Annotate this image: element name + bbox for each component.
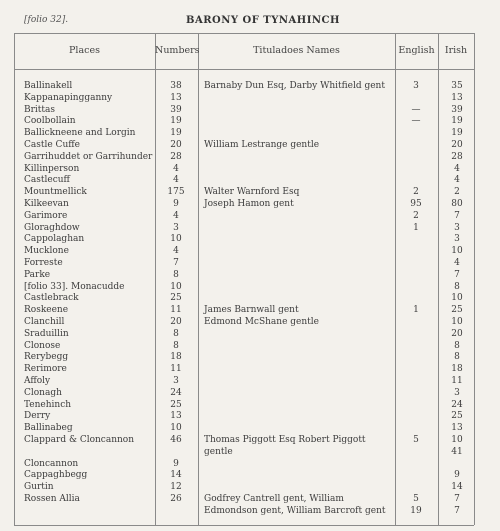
place-cell: Sraduillin [24,328,69,339]
number-cell: 20 [170,140,182,150]
irish-cell: 24 [451,399,463,410]
irish-cell: 39 [451,104,463,115]
table-row [0,163,500,175]
table-row [0,316,500,328]
number-cell: 9 [173,458,179,469]
irish-cell: 10 [451,317,463,327]
irish-cell: 10 [451,293,463,304]
table-row [0,174,500,186]
english-cell: 19 [410,505,422,516]
english-cell: 2 [413,187,419,198]
table-row [0,210,500,222]
table-row [0,233,500,245]
english-cell: — [411,116,421,127]
place-cell: Ballickneene and Lorgin [24,128,136,139]
irish-cell: 4 [454,258,460,268]
irish-cell: 20 [451,140,463,150]
table-row [0,151,500,163]
english-cell: 2 [413,210,419,221]
place-cell: Gurtin [24,482,54,493]
number-cell: 25 [170,293,182,304]
irish-cell: 18 [451,364,463,375]
place-cell: Rerybegg [24,352,69,363]
place-cell: Tenehinch [24,399,72,410]
place-cell: Cappaghbegg [24,470,88,481]
table-row [0,257,500,269]
table-row [0,328,500,340]
number-cell: 7 [173,258,179,268]
table-row [0,446,500,458]
table-row [0,304,500,316]
titulado-cell: James Barnwall gent [204,305,299,316]
table-row [0,139,500,151]
number-cell: 3 [173,222,179,233]
number-cell: 13 [170,411,182,422]
table-row [0,469,500,481]
titulado-cell: Walter Warnford Esq [204,187,300,198]
irish-cell: 9 [454,470,460,481]
number-cell: 11 [170,364,182,375]
titulado-cell: William Lestrange gentle [204,140,320,150]
place-cell: Cloncannon [24,458,79,469]
place-cell: Garimore [24,210,68,221]
irish-cell: 10 [451,246,463,257]
table-row [0,80,500,92]
table-row [0,340,500,352]
number-cell: 26 [170,494,182,504]
place-cell: Derry [24,411,51,422]
titulado-cell: Edmond McShane gentle [204,317,319,327]
irish-cell: 10 [451,435,463,445]
irish-cell: 2 [454,187,460,198]
number-cell: 10 [170,281,182,292]
number-cell: 12 [170,482,182,493]
place-cell: Kilkeevan [24,199,69,209]
number-cell: 25 [170,399,182,410]
table-row [0,410,500,422]
header-bottom-rule [14,69,474,70]
irish-cell: 80 [451,199,463,209]
titulado-cell: Godfrey Cantrell gent, William Edmondson gent, William Barcroft gent [204,494,386,516]
number-cell: 20 [170,317,182,327]
number-cell: 11 [170,305,182,316]
folio-marker: [folio 32]. [24,15,69,25]
english-cell: 3 [413,81,419,91]
number-cell: 18 [170,352,182,363]
table-row [0,92,500,104]
irish-cell: 41 [451,446,463,457]
irish-cell: 19 [451,116,463,127]
irish-cell: 35 [451,81,463,91]
irish-cell: 14 [451,482,463,493]
irish-cell: 25 [451,411,463,422]
table-bottom-rule [14,525,474,526]
number-cell: 38 [170,81,182,91]
titulado-cell: Thomas Piggott Esq Robert Piggott gentle [204,435,366,457]
table-row [0,363,500,375]
english-cell: 5 [413,435,419,445]
number-cell: 4 [173,163,179,174]
english-cell: 5 [413,494,419,504]
number-cell: 8 [173,340,179,351]
irish-cell: 3 [454,387,460,398]
place-cell: Castlecuff [24,175,70,186]
table-row [0,351,500,363]
place-cell: Clonagh [24,387,62,398]
table-row [0,269,500,281]
page-title: BARONY OF TYNAHINCH [186,15,340,26]
place-cell: Castle Cuffe [24,140,80,150]
number-cell: 8 [173,269,179,280]
place-cell: Clonose [24,340,61,351]
number-cell: 3 [173,376,179,386]
place-cell: Killinperson [24,163,80,174]
place-cell: Ballinakell [24,81,73,91]
table-row [0,387,500,399]
table-row [0,375,500,387]
irish-cell: 25 [451,305,463,316]
table-row [0,458,500,470]
irish-cell: 7 [454,269,460,280]
irish-cell: 4 [454,163,460,174]
irish-cell: 7 [454,210,460,221]
number-cell: 24 [170,387,182,398]
place-cell: Kappanapingganny [24,92,113,103]
number-cell: 175 [167,187,185,198]
number-cell: 13 [170,92,182,103]
table-row [0,186,500,198]
column-header-english: English [398,45,435,56]
table-row [0,198,500,210]
irish-cell: 7 [454,505,460,516]
irish-cell: 8 [454,281,460,292]
place-cell: Forreste [24,258,63,268]
irish-cell: 13 [451,423,463,434]
place-cell: Cappolaghan [24,234,85,245]
irish-cell: 20 [451,328,463,339]
place-cell: Garrihuddet or Garrihunder [24,151,153,162]
place-cell: Ballinabeg [24,423,73,434]
table-row [0,399,500,411]
irish-cell: 4 [454,175,460,186]
table-row [0,292,500,304]
place-cell: Brittas [24,104,56,115]
column-header-places: Places [69,45,100,56]
place-cell: Gloraghdow [24,222,80,233]
place-cell: Clappard & Cloncannon [24,435,135,445]
number-cell: 8 [173,328,179,339]
irish-cell: 3 [454,222,460,233]
irish-cell: 8 [454,340,460,351]
number-cell: 10 [170,423,182,434]
irish-cell: 3 [454,234,460,245]
place-cell: Mountmellick [24,187,87,198]
english-cell: 1 [413,222,419,233]
number-cell: 4 [173,246,179,257]
number-cell: 19 [170,128,182,139]
place-cell: Mucklone [24,246,69,257]
table-row [0,104,500,116]
number-cell: 19 [170,116,182,127]
number-cell: 39 [170,104,182,115]
table-row [0,127,500,139]
place-cell: Roskeene [24,305,69,316]
irish-cell: 11 [451,376,463,386]
column-header-tituladoes: Tituladoes Names [253,45,340,56]
table-row [0,222,500,234]
place-cell: Clanchill [24,317,65,327]
number-cell: 9 [173,199,179,209]
titulado-cell: Joseph Hamon gent [204,199,294,209]
place-cell: Rerimore [24,364,67,375]
english-cell: 1 [413,305,419,316]
table-row [0,505,500,517]
irish-cell: 8 [454,352,460,363]
place-cell: Affoly [24,376,51,386]
table-row [0,481,500,493]
place-cell: [folio 33]. Monacudde [24,281,125,292]
table-row [0,422,500,434]
place-cell: Rossen Allia [24,494,80,504]
place-cell: Castlebrack [24,293,79,304]
place-cell: Parke [24,269,51,280]
irish-cell: 28 [451,151,463,162]
number-cell: 4 [173,175,179,186]
column-header-numbers: Numbers [155,45,200,56]
table-row [0,281,500,293]
english-cell: — [411,104,421,115]
number-cell: 4 [173,210,179,221]
number-cell: 28 [170,151,182,162]
titulado-cell: Barnaby Dun Esq, Darby Whitfield gent [204,81,385,91]
place-cell: Coolbollain [24,116,76,127]
english-cell: 95 [410,199,422,209]
irish-cell: 13 [451,92,463,103]
table-row [0,245,500,257]
table-top-rule [14,33,474,34]
number-cell: 46 [170,435,182,445]
irish-cell: 19 [451,128,463,139]
number-cell: 14 [170,470,182,481]
table-row [0,115,500,127]
column-header-irish: Irish [444,45,468,56]
number-cell: 10 [170,234,182,245]
irish-cell: 7 [454,494,460,504]
